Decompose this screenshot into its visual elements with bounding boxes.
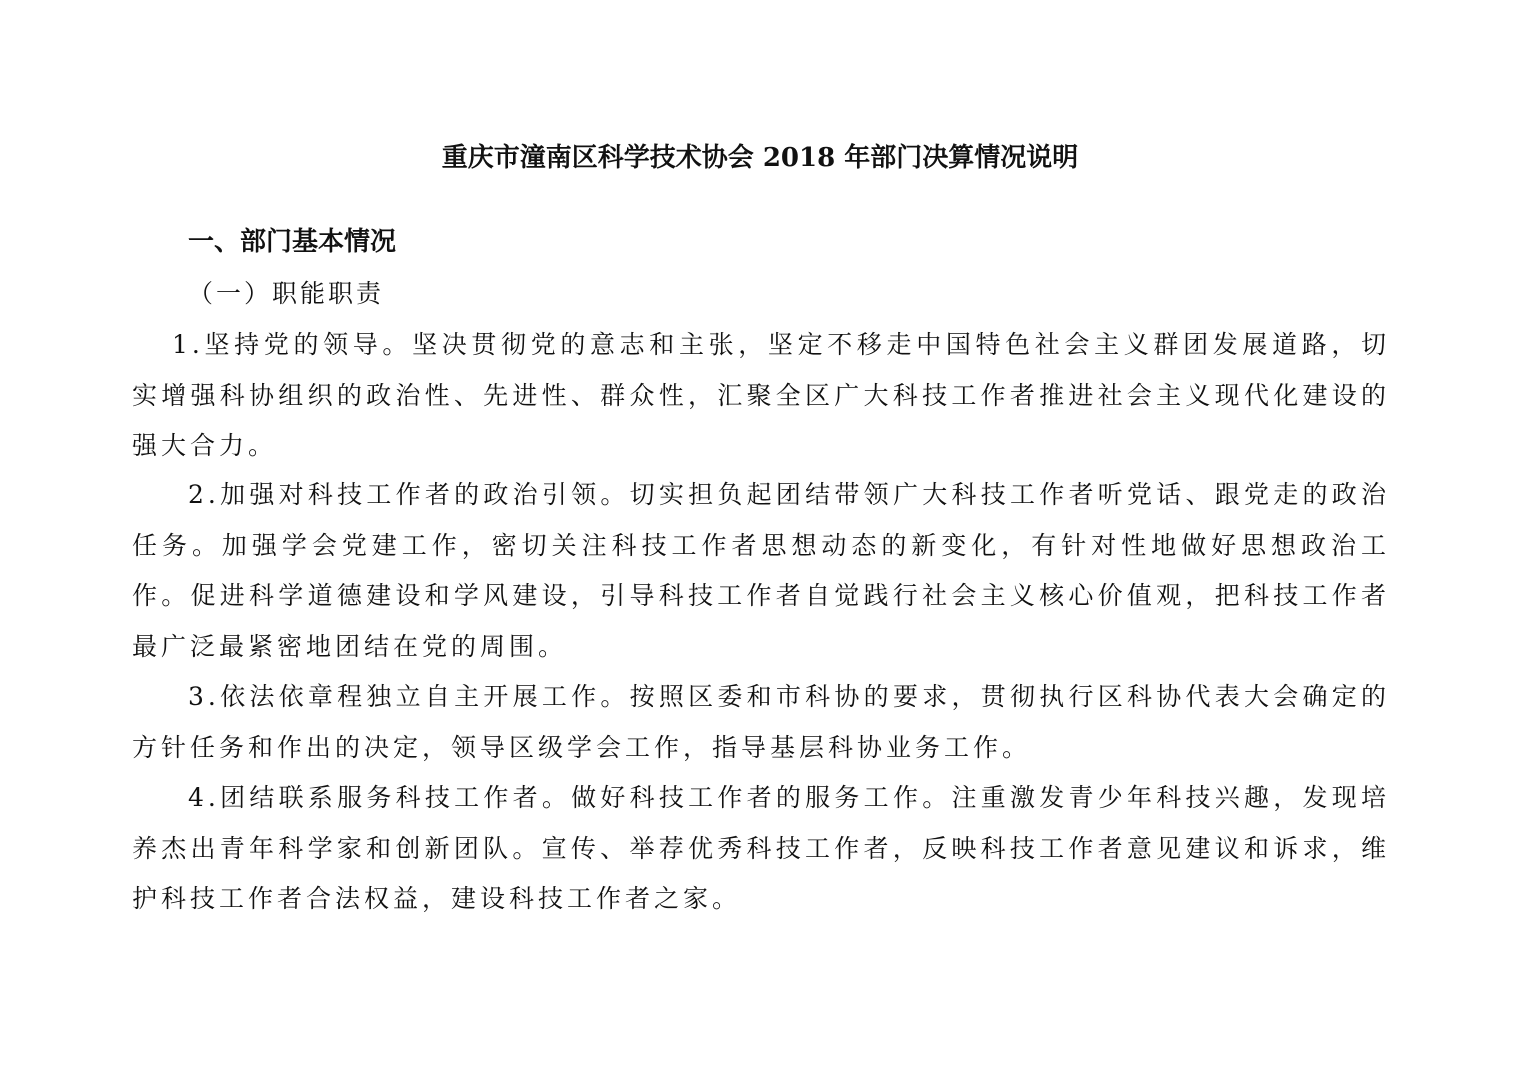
paragraph-4: 4.团结联系服务科技工作者。做好科技工作者的服务工作。注重激发青少年科技兴趣，发现培养杰出青年科学家和创新团队。宣传、举荐优秀科技工作者，反映科技工作者意见建议和诉求，维护科技工作者合法权益，建设科技工作者之家。	[132, 783, 1390, 913]
page-title: 重庆市潼南区科学技术协会 2018 年部门决算情况说明	[441, 143, 1079, 173]
subsection-heading: （一）职能职责	[188, 279, 385, 308]
paragraph-3: 3.依法依章程独立自主开展工作。按照区委和市科协的要求，贯彻执行区科协代表大会确定的方针任务和作出的决定，领导区级学会工作，指导基层科协业务工作。	[132, 682, 1390, 762]
paragraph-1: 1.坚持党的领导。坚决贯彻党的意志和主张，坚定不移走中国特色社会主义群团发展道路，切实增强科协组织的政治性、先进性、群众性，汇聚全区广大科技工作者推进社会主义现代化建设的强大合力。	[132, 330, 1390, 460]
section-heading: 一、部门基本情况	[188, 227, 397, 257]
paragraph-2: 2.加强对科技工作者的政治引领。切实担负起团结带领广大科技工作者听党话、跟党走的政治任务。加强学会党建工作，密切关注科技工作者思想动态的新变化，有针对性地做好思想政治工作。促进科学道德建设和学风建设，引导科技工作者自觉践行社会主义核心价值观，把科技工作者最广泛最紧密地团结在党的周围。	[132, 480, 1390, 661]
